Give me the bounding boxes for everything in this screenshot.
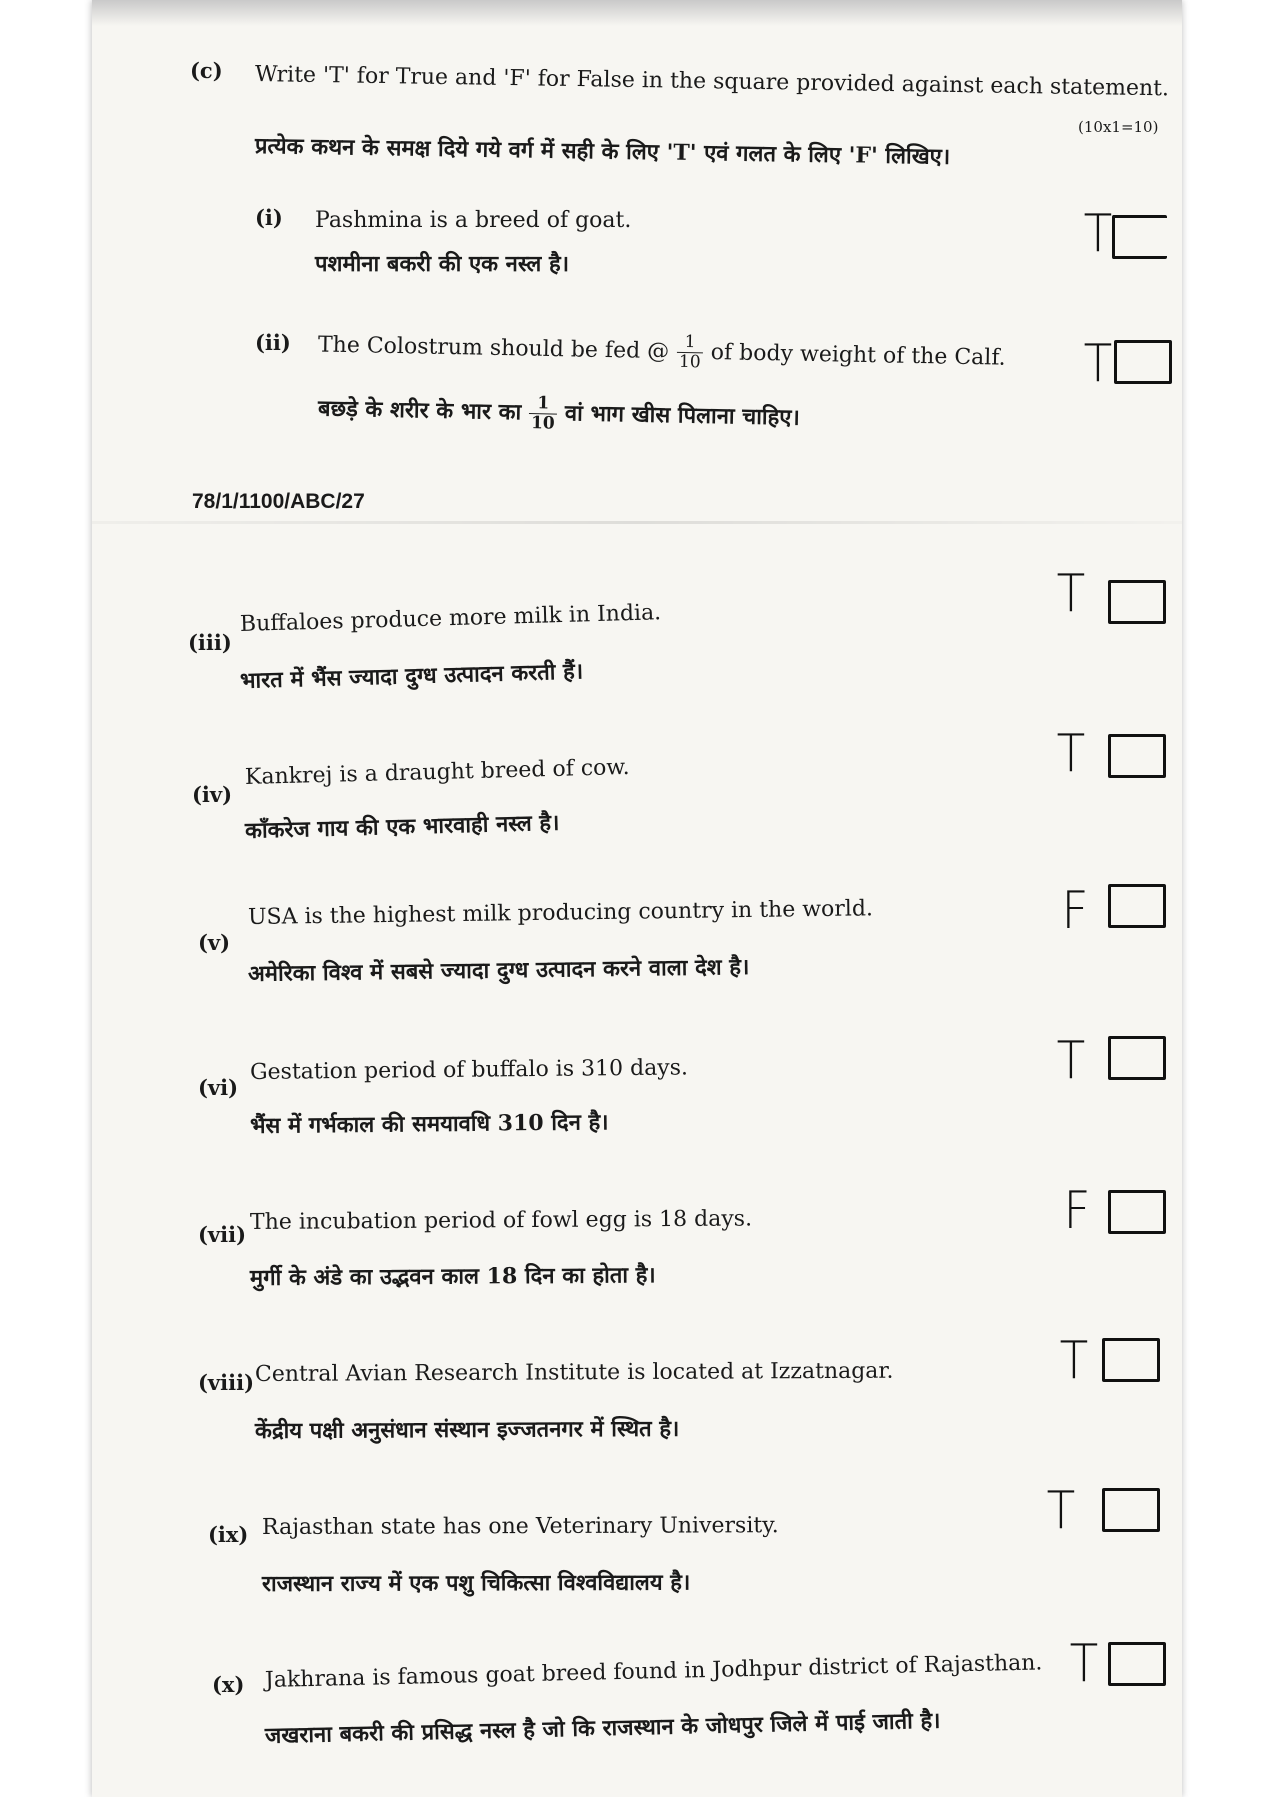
answer-box[interactable] <box>1108 1036 1166 1080</box>
statement-english: Buffaloes produce more milk in India. <box>239 600 662 637</box>
item-number: (v) <box>198 930 231 955</box>
statement-hindi: मुर्गी के अंडे का उद्भवन काल 18 दिन का होता है। <box>249 1262 656 1291</box>
statement-english: USA is the highest milk producing country in the world. <box>247 896 874 930</box>
instruction-english: Write 'T' for True and 'F' for False in the square provided against each statement. <box>254 62 1170 102</box>
statement-part: The Colostrum should be fed @ <box>317 332 670 365</box>
handwritten-answer: T <box>1056 724 1086 784</box>
statement-english: Jakhrana is famous goat breed found in Jodhpur district of Rajasthan. <box>264 1650 1043 1693</box>
statement-english: Central Avian Research Institute is located at Izzatnagar. <box>254 1358 894 1387</box>
handwritten-answer: T <box>1056 1031 1086 1091</box>
statement-part: of body weight of the Calf. <box>710 340 1006 371</box>
answer-box[interactable] <box>1102 1488 1160 1532</box>
answer-box[interactable] <box>1112 215 1167 259</box>
fraction-denominator: 10 <box>678 351 701 373</box>
marks-allotment: (10x1=10) <box>1078 118 1159 136</box>
item-number: (x) <box>212 1672 245 1697</box>
answer-box[interactable] <box>1102 1338 1160 1382</box>
fraction-numerator: 1 <box>529 394 557 415</box>
statement-hindi: काँकरेज गाय की एक भारवाही नस्ल है। <box>244 809 560 844</box>
statement-english: Pashmina is a breed of goat. <box>315 208 632 233</box>
handwritten-answer: T <box>1083 204 1113 264</box>
statement-hindi: राजस्थान राज्य में एक पशु चिकित्सा विश्वविद्यालय है। <box>261 1569 691 1597</box>
handwritten-answer: F <box>1063 1181 1091 1241</box>
item-number: (iv) <box>192 782 233 807</box>
statement-hindi: पशमीना बकरी की एक नस्ल है। <box>315 251 570 277</box>
item-number: (ii) <box>255 330 291 355</box>
item-number: (iii) <box>188 630 232 655</box>
fraction <box>529 394 557 434</box>
answer-box[interactable] <box>1114 340 1172 384</box>
statement-hindi: केंद्रीय पक्षी अनुसंधान संस्थान इज्जतनगर में स्थित है। <box>254 1415 680 1444</box>
handwritten-answer: T <box>1056 564 1086 624</box>
item-number: (i) <box>255 205 283 230</box>
handwritten-answer: T <box>1083 334 1113 394</box>
statement-english: Kankrej is a draught breed of cow. <box>244 754 630 790</box>
section-label: (c) <box>190 58 223 83</box>
statement-english: The incubation period of fowl egg is 18 days. <box>249 1206 753 1235</box>
handwritten-answer: T <box>1069 1634 1099 1694</box>
statement-part: वां भाग खीस पिलाना चाहिए। <box>564 400 801 431</box>
fraction-numerator: 1 <box>677 333 703 353</box>
fraction-denominator: 10 <box>530 413 555 434</box>
handwritten-answer: T <box>1059 1331 1089 1391</box>
handwritten-answer: F <box>1061 881 1089 941</box>
statement-hindi: भारत में भैंस ज्यादा दुग्ध उत्पादन करती हैं। <box>239 658 584 694</box>
statement-hindi: अमेरिका विश्व में सबसे ज्यादा दुग्ध उत्पादन करने वाला देश है। <box>247 954 750 987</box>
scan-shadow <box>92 0 1182 26</box>
answer-box[interactable] <box>1108 580 1166 624</box>
page-join <box>92 521 1182 524</box>
item-number: (ix) <box>208 1522 249 1547</box>
item-number: (vi) <box>198 1075 239 1100</box>
statement-part: बछड़े के शरीर के भार का <box>317 395 522 426</box>
item-number: (viii) <box>198 1370 255 1395</box>
statement-hindi: जखराना बकरी की प्रसिद्ध नस्ल है जो कि राजस्थान के जोधपुर जिले में पाई जाती है। <box>264 1707 941 1749</box>
page-code: 78/1/1100/ABC/27 <box>192 490 365 513</box>
statement-english: Rajasthan state has one Veterinary University. <box>261 1513 779 1540</box>
fraction <box>677 333 703 372</box>
handwritten-answer: T <box>1046 1481 1076 1541</box>
statement-english: Gestation period of buffalo is 310 days. <box>249 1055 689 1085</box>
answer-box[interactable] <box>1108 1642 1166 1686</box>
answer-box[interactable] <box>1108 884 1166 928</box>
answer-box[interactable] <box>1108 734 1166 778</box>
statement-hindi: भैंस में गर्भकाल की समयावधि 310 दिन है। <box>249 1109 609 1139</box>
instruction-hindi: प्रत्येक कथन के समक्ष दिये गये वर्ग में सही के लिए 'T' एवं गलत के लिए 'F' लिखिए। <box>254 133 951 170</box>
item-number: (vii) <box>198 1222 247 1247</box>
answer-box[interactable] <box>1108 1190 1166 1234</box>
